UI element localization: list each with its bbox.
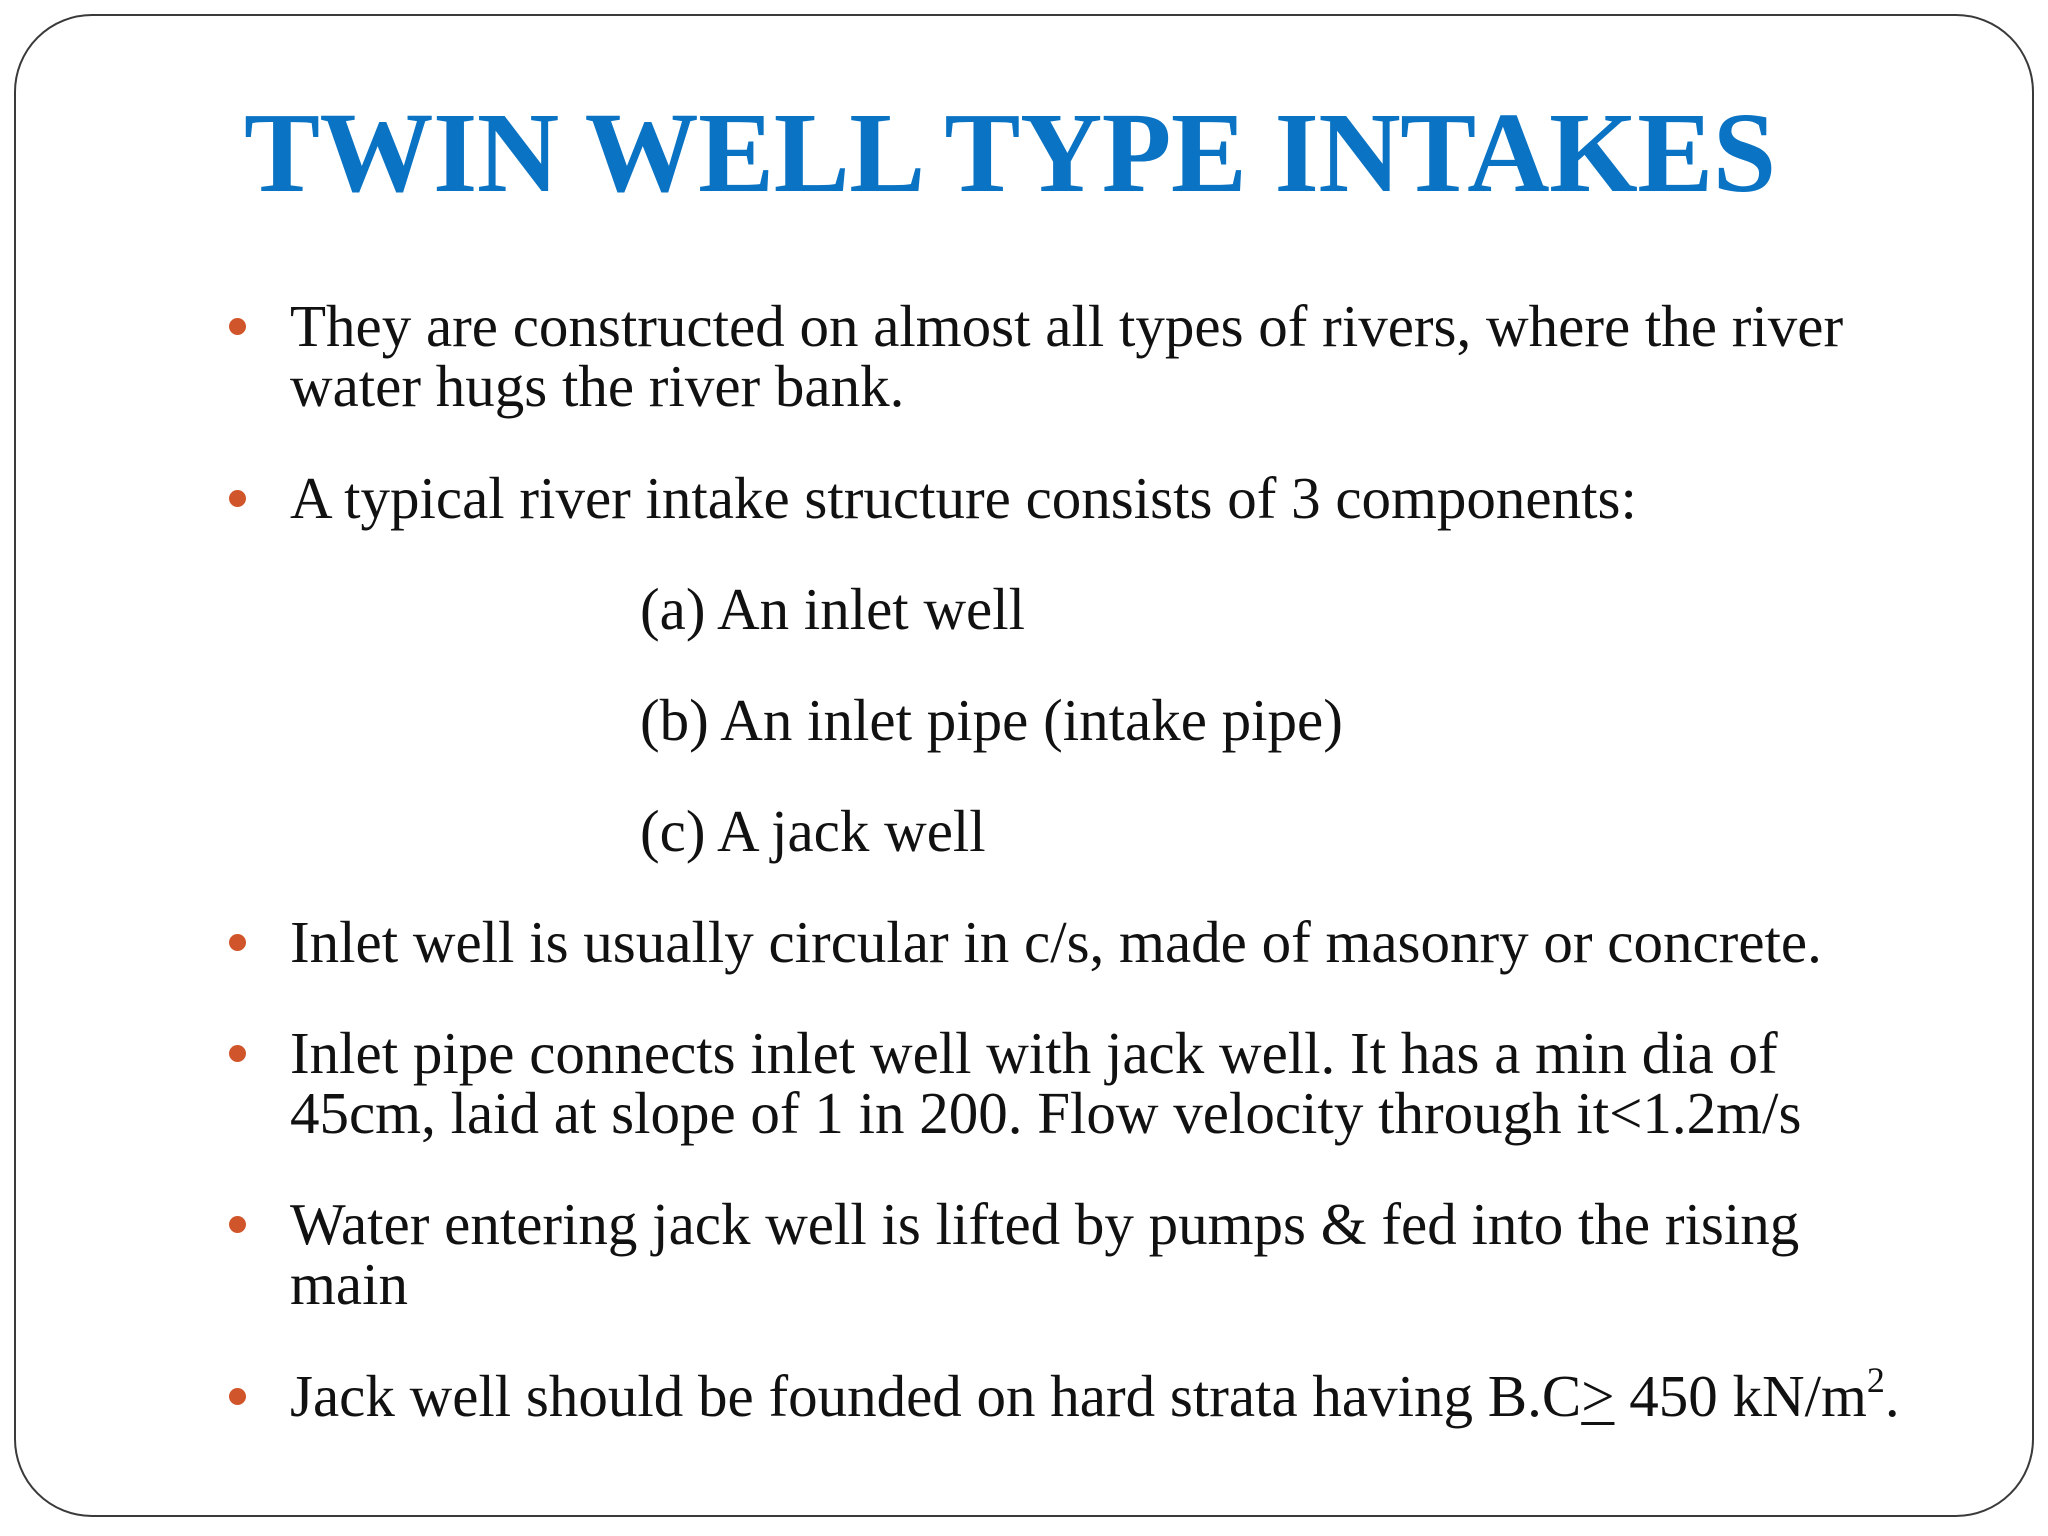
bullet-line: They are constructed on almost all types of rivers, where the river: [290, 293, 1844, 359]
bullet-line: 45cm, laid at slope of 1 in 200. Flow velocity through it<1.2m/s: [290, 1080, 1802, 1146]
slide-title: TWIN WELL TYPE INTAKES: [244, 89, 1776, 216]
bullet-text: [290, 465, 2010, 531]
sentence-end: .: [1884, 1363, 1900, 1429]
bullet-line: water hugs the river bank.: [290, 353, 905, 419]
component-item: (b) An inlet pipe (intake pipe): [640, 687, 1343, 753]
bullet-text: [290, 293, 2010, 419]
bullet-dot-icon: [229, 1216, 246, 1233]
slide: [14, 14, 2034, 1517]
bullet-text: [290, 1360, 2010, 1429]
bullet-text: [290, 1020, 2010, 1146]
bearing-capacity-text: Jack well should be founded on hard strata having B.C: [290, 1363, 1582, 1429]
bullet-line: main: [290, 1251, 408, 1317]
greater-equal-symbol: >: [1581, 1363, 1615, 1429]
component-item: (c) A jack well: [640, 798, 986, 864]
bearing-capacity-value: 450 kN/m: [1614, 1363, 1867, 1429]
bullet-dot-icon: [229, 934, 246, 951]
unit-superscript: 2: [1866, 1360, 1885, 1400]
bullet-dot-icon: [229, 1388, 246, 1405]
bullet-line: Inlet pipe connects inlet well with jack well. It has a min dia of: [290, 1020, 1778, 1086]
bullet-line: A typical river intake structure consists of 3 components:: [290, 465, 1637, 531]
bullet-dot-icon: [229, 1045, 246, 1062]
bullet-dot-icon: [229, 318, 246, 335]
bullet-line: Inlet well is usually circular in c/s, made of masonry or concrete.: [290, 909, 1822, 975]
bullet-text: [290, 1191, 2010, 1317]
bullet-dot-icon: [229, 490, 246, 507]
component-item: (a) An inlet well: [640, 576, 1026, 642]
bullet-text: [290, 909, 2010, 975]
bullet-line: Water entering jack well is lifted by pumps & fed into the rising: [290, 1191, 1800, 1257]
